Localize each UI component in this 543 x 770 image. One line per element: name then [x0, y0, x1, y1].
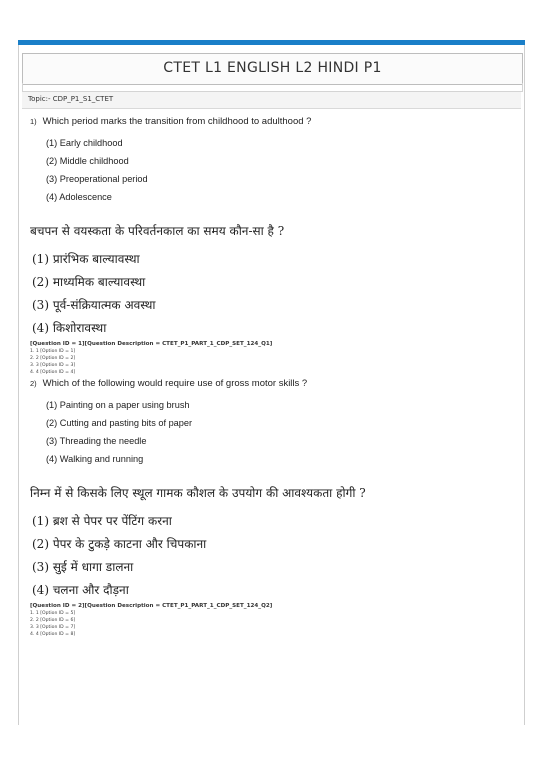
question-1-hindi-option-2: (2) माध्यमिक बाल्यावस्था: [32, 275, 146, 289]
question-2-hindi-option-4: (4) चलना और दौड़ना: [32, 583, 129, 597]
question-1-meta: [Question ID = 1][Question Description = CTET_P1_PART_1_CDP_SET_124_Q1]: [30, 341, 273, 347]
question-2-hindi-option-1: (1) ब्रश से पेपर पर पेंटिंग करना: [32, 514, 172, 528]
topic-label: Topic:- CDP_P1_S1_CTET: [28, 95, 114, 103]
question-1-hindi-option-1: (1) प्रारंभिक बाल्यावस्था: [32, 252, 140, 266]
question-number: 1): [30, 117, 37, 126]
title-box: [22, 53, 523, 85]
question-2-hindi-option-3: (3) सुई में धागा डालना: [32, 560, 134, 574]
paper-title: CTET L1 ENGLISH L2 HINDI P1: [163, 60, 382, 76]
question-1-text: [30, 116, 311, 127]
question-2-option-3: (3) Threading the needle: [46, 436, 147, 446]
question-2-hindi-text: निम्न में से किसके लिए स्थूल गामक कौशल के उपयोग की आवश्यकता होगी ?: [30, 486, 366, 500]
question-1-option-1: (1) Early childhood: [46, 138, 123, 148]
topic-bar: [22, 92, 521, 109]
question-1-hindi-option-4: (4) किशोरावस्था: [32, 321, 107, 335]
question-2-option-2: (2) Cutting and pasting bits of paper: [46, 418, 193, 428]
question-2-option-id-2: 2. 2 [Option ID = 6]: [30, 618, 76, 623]
question-1-option-id-1: 1. 1 [Option ID = 1]: [30, 349, 76, 354]
question-1-hindi-option-3: (3) पूर्व-संक्रियात्मक अवस्था: [32, 298, 156, 312]
question-1-option-id-4: 4. 4 [Option ID = 4]: [30, 370, 76, 375]
question-2-option-id-4: 4. 4 [Option ID = 8]: [30, 632, 76, 637]
question-stem: Which period marks the transition from childhood to adulthood ?: [42, 116, 312, 127]
question-1-option-4: (4) Adolescence: [46, 192, 112, 202]
question-2-option-4: (4) Walking and running: [46, 454, 144, 464]
question-2-option-id-1: 1. 1 [Option ID = 5]: [30, 611, 76, 616]
title-spacer: [22, 83, 523, 92]
question-1-hindi-text: बचपन से वयस्कता के परिवर्तनकाल का समय कौन-सा है ?: [30, 224, 285, 238]
question-1-option-3: (3) Preoperational period: [46, 174, 148, 184]
question-number: 2): [30, 379, 37, 388]
question-2-option-1: (1) Painting on a paper using brush: [46, 400, 190, 410]
question-2-option-id-3: 3. 3 [Option ID = 7]: [30, 625, 76, 630]
question-2-text: [30, 378, 307, 389]
question-1-option-2: (2) Middle childhood: [46, 156, 129, 166]
question-1-option-id-3: 3. 3 [Option ID = 3]: [30, 363, 76, 368]
question-stem: Which of the following would require use of gross motor skills ?: [42, 378, 308, 389]
question-2-meta: [Question ID = 2][Question Description = CTET_P1_PART_1_CDP_SET_124_Q2]: [30, 603, 273, 609]
question-1-option-id-2: 2. 2 [Option ID = 2]: [30, 356, 76, 361]
question-2-hindi-option-2: (2) पेपर के टुकड़े काटना और चिपकाना: [32, 537, 207, 551]
